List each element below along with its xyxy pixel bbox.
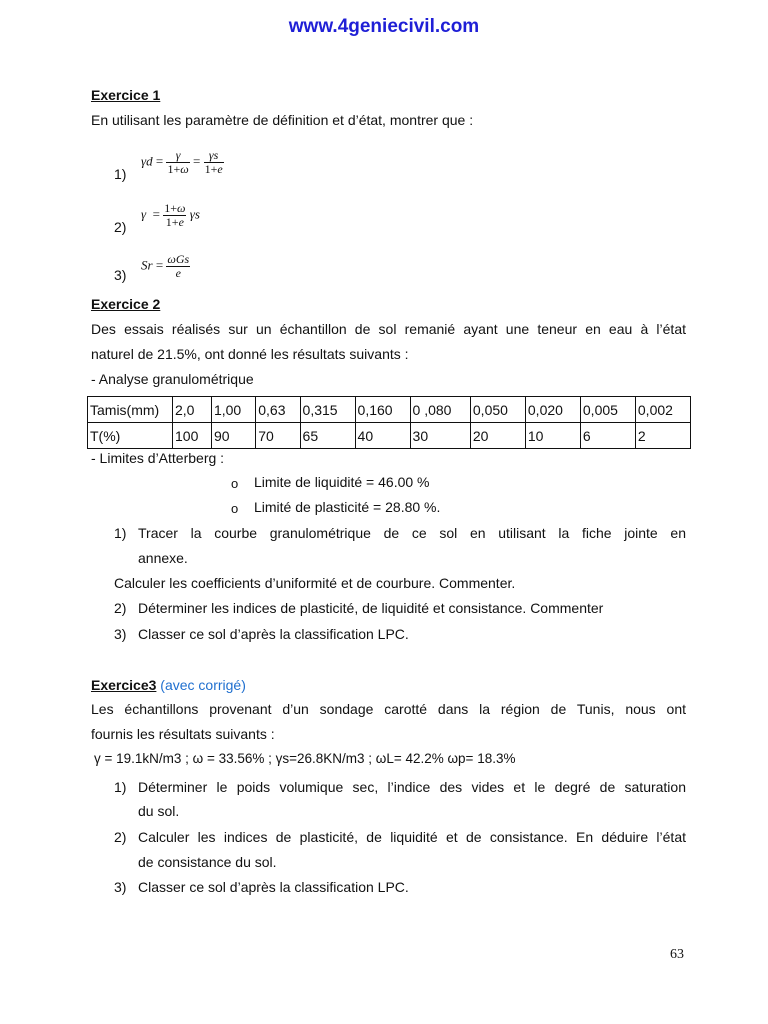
question-text: annexe. [138, 550, 188, 566]
liquid-limit: Limite de liquidité = 46.00 % [254, 474, 430, 490]
table-cell: 90 [211, 423, 255, 449]
question-text: Déterminer le poids volumique sec, l’indice des vides et le degré de saturation [138, 779, 686, 795]
question-number: 1) [114, 525, 127, 541]
table-cell: 0,020 [525, 397, 580, 423]
table-cell: 0,002 [635, 397, 690, 423]
soil-values: γ = 19.1kN/m3 ; ω = 33.56% ; γs=26.8KN/m3 ; ωL= 42.2% ωp= 18.3% [94, 751, 516, 766]
table-cell: T(%) [88, 423, 173, 449]
ex1-item-number: 2) [114, 219, 127, 235]
bullet-icon: o [231, 501, 239, 516]
granulometry-heading: - Analyse granulométrique [91, 371, 254, 387]
bullet-icon: o [231, 476, 239, 491]
question-number: 3) [114, 626, 127, 642]
table-row [88, 397, 691, 423]
atterberg-heading: - Limites d’Atterberg : [91, 450, 225, 466]
question-text: Déterminer les indices de plasticité, de liquidité et consistance. Commenter [138, 600, 604, 616]
exercise-1-title: Exercice 1 [91, 87, 161, 103]
sieve-table [87, 396, 691, 449]
table-cell: 20 [470, 423, 525, 449]
table-cell: 1,00 [211, 397, 255, 423]
exercise-2-title: Exercice 2 [91, 296, 161, 312]
ex1-item-number: 1) [114, 166, 127, 182]
question-number: 3) [114, 879, 127, 895]
table-cell: 40 [355, 423, 410, 449]
table-cell: 100 [173, 423, 212, 449]
table-cell: 70 [256, 423, 300, 449]
exercise-3-text: Les échantillons provenant d’un sondage carotté dans la région de Tunis, nous ont [91, 701, 686, 717]
table-cell: 0,005 [580, 397, 635, 423]
question-text: de consistance du sol. [138, 854, 277, 870]
question-number: 2) [114, 600, 127, 616]
question-text: Calculer les coefficients d’uniformité et de courbure. Commenter. [114, 575, 516, 591]
question-text: Calculer les indices de plasticité, de liquidité et de consistance. En déduire l’état [138, 829, 686, 845]
question-text: Classer ce sol d’après la classification LPC. [138, 626, 409, 642]
table-cell: 0 ,080 [410, 397, 470, 423]
page-number: 63 [670, 947, 684, 962]
exercise-3-text: fournis les résultats suivants : [91, 726, 275, 742]
corrige-note: (avec corrigé) [160, 677, 246, 693]
formula-sr: Sr = $\frac{\text{ωGs}}{e}$ [141, 252, 190, 280]
question-number: 1) [114, 779, 127, 795]
table-cell: 65 [300, 423, 355, 449]
exercise-3-heading [91, 677, 246, 693]
question-text: Classer ce sol d’après la classification LPC. [138, 879, 409, 895]
exercise-3-title: Exercice3 [91, 677, 157, 693]
table-cell: 6 [580, 423, 635, 449]
table-cell: 0,63 [256, 397, 300, 423]
ex1-item-number: 3) [114, 267, 127, 283]
exercise-1-intro: En utilisant les paramètre de définition et d’état, montrer que : [91, 112, 474, 128]
question-text: Tracer la courbe granulométrique de ce sol en utilisant la fiche jointe en [138, 525, 686, 541]
table-cell: 30 [410, 423, 470, 449]
formula-gamma-d: γd = $\frac{\gamma}{1+\omega}$ = $\frac{\gamma s}{1+e}$ [141, 148, 223, 176]
table-row [88, 423, 691, 449]
exercise-2-text: Des essais réalisés sur un échantillon de sol remanié ayant une teneur en eau à l’état [91, 321, 686, 337]
question-text: du sol. [138, 803, 180, 819]
table-cell: 2 [635, 423, 690, 449]
table-cell: 0,050 [470, 397, 525, 423]
table-cell: 2,0 [173, 397, 212, 423]
plastic-limit: Limité de plasticité = 28.80 %. [254, 499, 441, 515]
table-cell: 0,315 [300, 397, 355, 423]
formula-gamma: γ = $\frac{1+\omega}{1+e}$ γs [141, 201, 200, 229]
question-number: 2) [114, 829, 127, 845]
table-cell: Tamis(mm) [88, 397, 173, 423]
table-cell: 0,160 [355, 397, 410, 423]
table-cell: 10 [525, 423, 580, 449]
site-link[interactable]: www.4geniecivil.com [288, 16, 480, 37]
exercise-2-text: naturel de 21.5%, ont donné les résultats suivants : [91, 346, 409, 362]
